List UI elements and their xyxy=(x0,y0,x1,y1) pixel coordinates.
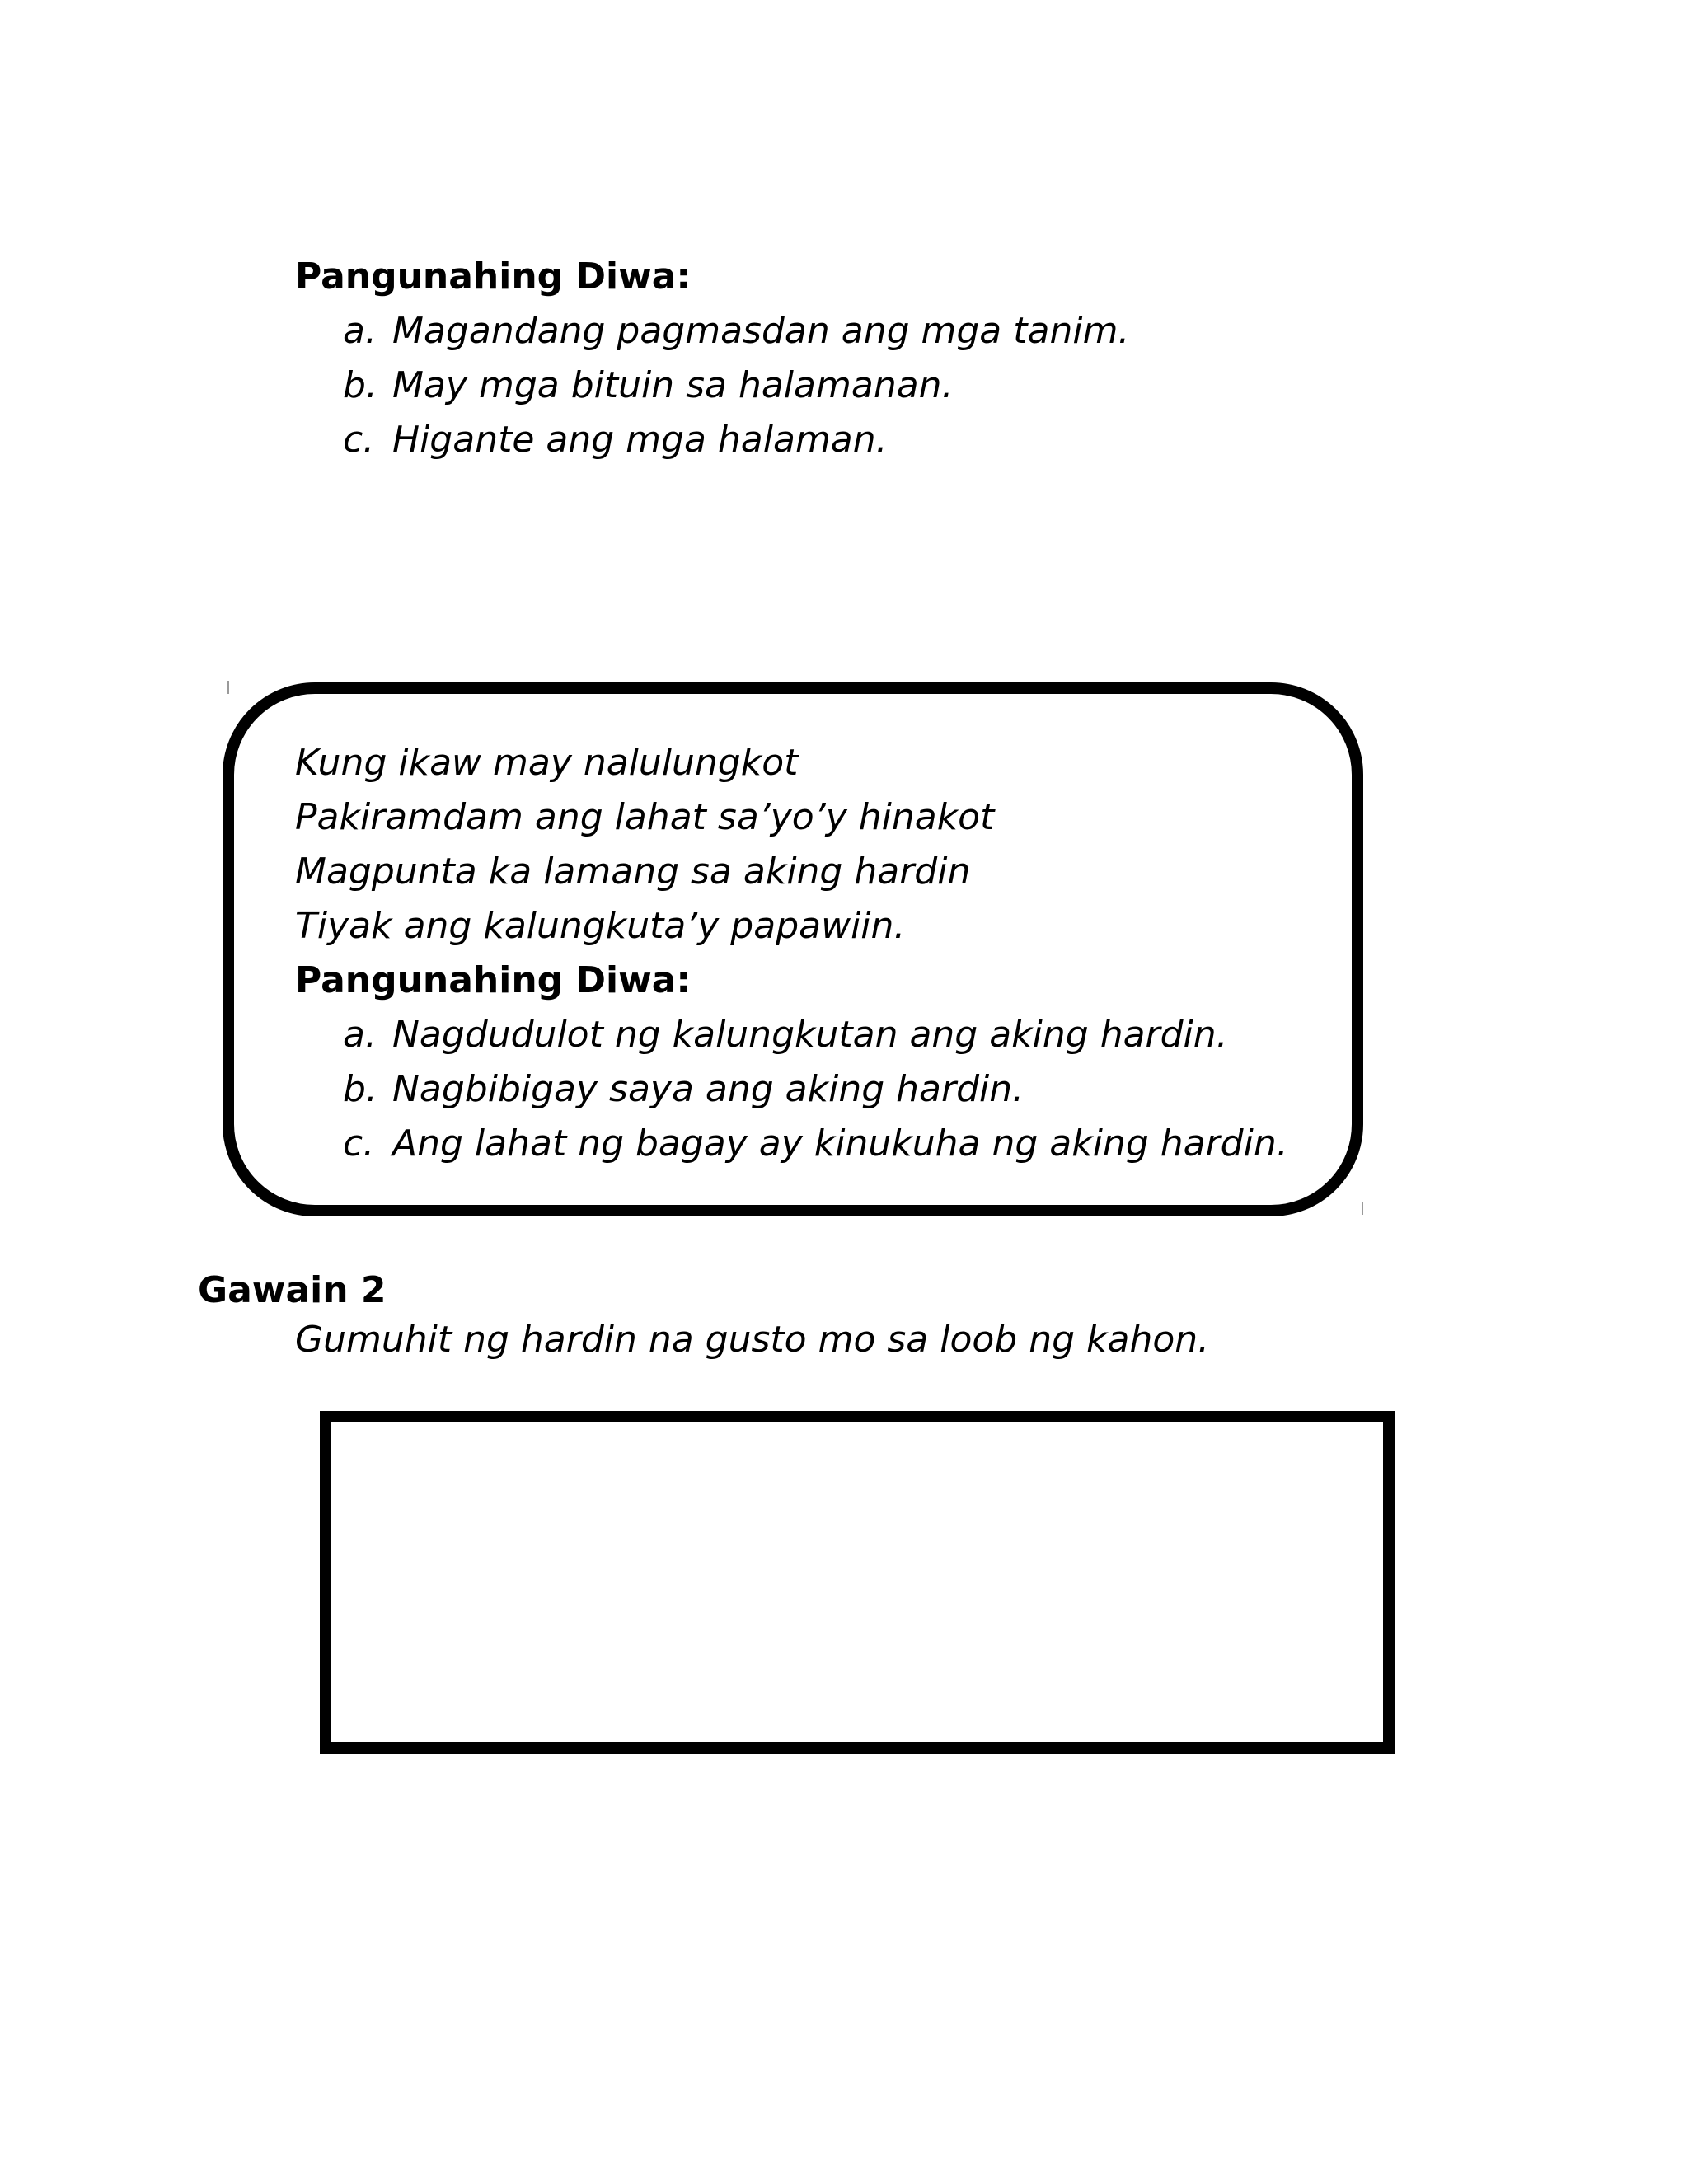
section2-option-a xyxy=(343,1014,1228,1056)
option-letter: a. xyxy=(343,310,377,352)
section2-option-c xyxy=(343,1122,1288,1165)
text-boundary-mark xyxy=(227,681,229,694)
drawing-box[interactable] xyxy=(320,1411,1395,1754)
gawain-title: Gawain 2 xyxy=(198,1269,387,1311)
option-text: May mga bituin sa halamanan. xyxy=(392,364,954,406)
section1-option-a xyxy=(343,310,1130,352)
option-text: Nagdudulot ng kalungkutan ang aking hardin. xyxy=(392,1014,1228,1056)
option-text: Higante ang mga halaman. xyxy=(392,419,888,461)
section2-heading: Pangunahing Diwa: xyxy=(295,959,692,1001)
option-letter: b. xyxy=(343,1068,377,1110)
text-boundary-mark xyxy=(1362,1202,1363,1215)
gawain-instruction: Gumuhit ng hardin na gusto mo sa loob ng kahon. xyxy=(295,1319,1210,1361)
section1-option-b xyxy=(343,364,954,406)
poem-line-2: Pakiramdam ang lahat sa’yo’y hinakot xyxy=(295,796,995,838)
poem-line-3: Magpunta ka lamang sa aking hardin xyxy=(295,851,971,893)
option-text: Magandang pagmasdan ang mga tanim. xyxy=(392,310,1130,352)
option-letter: a. xyxy=(343,1014,377,1056)
option-letter: c. xyxy=(343,1122,375,1165)
poem-line-1: Kung ikaw may nalulungkot xyxy=(295,742,799,784)
option-letter: c. xyxy=(343,419,375,461)
section2-option-b xyxy=(343,1068,1025,1110)
section1-option-c xyxy=(343,419,888,461)
poem-line-4: Tiyak ang kalungkuta’y papawiin. xyxy=(295,905,906,947)
option-text: Nagbibigay saya ang aking hardin. xyxy=(392,1068,1025,1110)
option-text: Ang lahat ng bagay ay kinukuha ng aking hardin. xyxy=(392,1122,1288,1165)
option-letter: b. xyxy=(343,364,377,406)
section1-heading: Pangunahing Diwa: xyxy=(295,255,692,298)
